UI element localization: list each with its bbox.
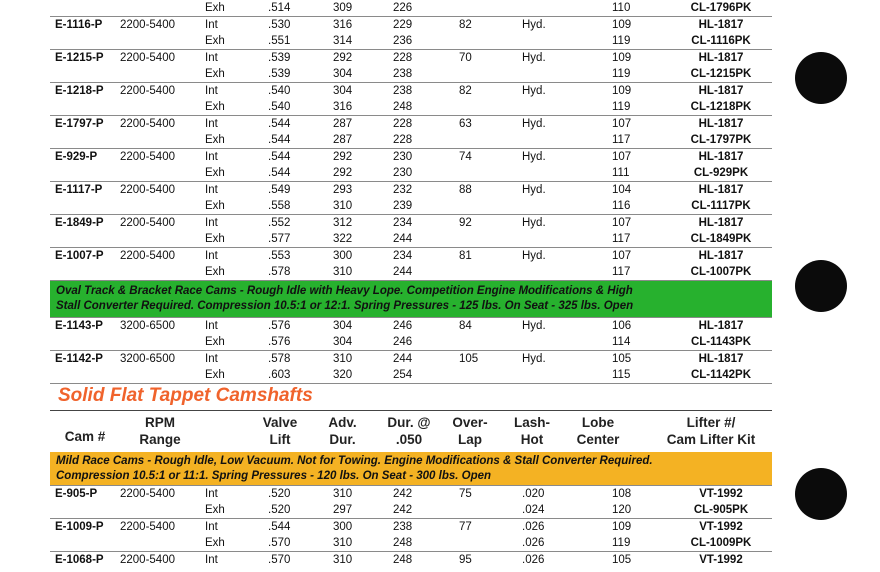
lobe-center: 109 <box>612 19 632 31</box>
lash: .026 <box>522 521 545 533</box>
duration-050: 229 <box>393 19 413 31</box>
cam-number: E-1849-P <box>55 217 104 229</box>
cam-lifter-kit: CL-929PK <box>693 167 749 179</box>
overlap: 92 <box>459 217 472 229</box>
duration-050: 230 <box>393 167 413 179</box>
lobe-center: 119 <box>612 35 631 47</box>
lash: Hyd. <box>522 217 546 229</box>
duration-050: 230 <box>393 151 413 163</box>
binder-hole <box>795 52 847 104</box>
lifter-number: VT-1992 <box>699 488 743 500</box>
duration-050: 238 <box>393 85 413 97</box>
header-lobe: Lobe <box>581 415 615 430</box>
header-range: Range <box>139 432 181 447</box>
valve-side: Exh <box>205 200 225 212</box>
valve-lift: .544 <box>268 118 291 130</box>
lifter-number: VT-1992 <box>699 554 743 566</box>
cam-number: E-1797-P <box>55 118 104 130</box>
adv-duration: 310 <box>333 537 353 549</box>
lobe-center: 109 <box>612 85 632 97</box>
valve-lift: .578 <box>268 266 291 278</box>
lifter-number: HL-1817 <box>698 184 744 196</box>
header-overlap: Over- <box>452 415 488 430</box>
adv-duration: 310 <box>333 200 353 212</box>
table-row <box>50 0 772 17</box>
table-row <box>50 149 772 182</box>
adv-duration: 320 <box>333 369 353 381</box>
cam-number: E-1142-P <box>55 353 103 365</box>
lash: .024 <box>522 504 545 516</box>
duration-050: 239 <box>393 200 413 212</box>
cam-lifter-kit: CL-1797PK <box>690 134 752 146</box>
lobe-center: 107 <box>612 151 632 163</box>
valve-side: Int <box>205 52 218 64</box>
adv-duration: 316 <box>333 101 353 113</box>
adv-duration: 304 <box>333 336 353 348</box>
valve-lift: .544 <box>268 151 291 163</box>
adv-duration: 310 <box>333 554 353 566</box>
header-dur: Dur. @ <box>387 415 431 430</box>
band-line: Compression 10.5:1 or 11:1. Spring Pressures - 120 lbs. On Seat - 300 lbs. Open <box>56 470 492 482</box>
rpm-range: 2200-5400 <box>120 52 175 64</box>
lobe-center: 119 <box>612 537 631 549</box>
duration-050: 246 <box>393 336 413 348</box>
valve-lift: .553 <box>268 250 291 262</box>
table-row <box>50 351 772 384</box>
adv-duration: 292 <box>333 167 353 179</box>
cam-number: E-1218-P <box>55 85 104 97</box>
duration-050: 246 <box>393 320 413 332</box>
valve-lift: .552 <box>268 217 291 229</box>
duration-050: 232 <box>393 184 413 196</box>
lobe-center: 117 <box>612 134 631 146</box>
valve-side: Exh <box>205 266 225 278</box>
table-row <box>50 17 772 50</box>
binder-hole <box>795 468 847 520</box>
valve-lift: .549 <box>268 184 291 196</box>
valve-lift: .540 <box>268 85 291 97</box>
lobe-center: 107 <box>612 118 632 130</box>
valve-side: Exh <box>205 134 225 146</box>
header-lash: Lash- <box>513 415 550 430</box>
header-hot: Hot <box>520 432 544 447</box>
duration-050: 228 <box>393 52 413 64</box>
lobe-center: 107 <box>612 250 632 262</box>
lifter-number: HL-1817 <box>698 320 744 332</box>
overlap: 77 <box>459 521 472 533</box>
adv-duration: 304 <box>333 85 353 97</box>
rpm-range: 2200-5400 <box>120 118 175 130</box>
rpm-range: 2200-5400 <box>120 217 175 229</box>
valve-lift: .530 <box>268 19 291 31</box>
header-lap: Lap <box>457 432 482 447</box>
valve-lift: .558 <box>268 200 291 212</box>
rpm-range: 2200-5400 <box>120 488 175 500</box>
valve-lift: .539 <box>268 68 291 80</box>
band-line: Stall Converter Required. Compression 10.5:1 or 12:1. Spring Pressures - 125 lbs. On Seat - 325 lbs. Open <box>56 300 634 312</box>
cam-lifter-kit: CL-1143PK <box>690 336 752 348</box>
lash: Hyd. <box>522 151 546 163</box>
lobe-center: 119 <box>612 101 631 113</box>
lifter-number: HL-1817 <box>698 217 744 229</box>
valve-lift: .577 <box>268 233 291 245</box>
header-lifter: Lifter #/ <box>686 415 736 430</box>
band-line: Oval Track & Bracket Race Cams - Rough Idle with Heavy Lope. Competition Engine Modifications & High <box>56 285 633 297</box>
cam-lifter-kit: CL-1215PK <box>690 68 752 80</box>
overlap: 70 <box>459 52 472 64</box>
table-row <box>50 486 772 519</box>
lash: .026 <box>522 537 545 549</box>
valve-side: Exh <box>205 101 225 113</box>
rpm-range: 3200-6500 <box>120 353 175 365</box>
lash: Hyd. <box>522 184 546 196</box>
lifter-number: HL-1817 <box>698 85 744 97</box>
table-row <box>50 318 772 351</box>
table-row <box>50 50 772 83</box>
valve-side: Int <box>205 320 218 332</box>
header-rpm: RPM <box>145 415 175 430</box>
duration-050: 242 <box>393 504 413 516</box>
valve-lift: .570 <box>268 537 291 549</box>
solid-rows <box>50 486 772 552</box>
valve-side: Int <box>205 118 218 130</box>
duration-050: 242 <box>393 488 413 500</box>
lobe-center: 109 <box>612 521 632 533</box>
lifter-number: HL-1817 <box>698 151 744 163</box>
valve-side: Exh <box>205 68 225 80</box>
duration-050: 248 <box>393 101 413 113</box>
overlap: 84 <box>459 320 472 332</box>
lash: Hyd. <box>522 85 546 97</box>
valve-lift: .544 <box>268 521 291 533</box>
valve-lift: .539 <box>268 52 291 64</box>
adv-duration: 287 <box>333 134 353 146</box>
valve-side: Int <box>205 19 218 31</box>
duration-050: 244 <box>393 266 413 278</box>
adv-duration: 292 <box>333 151 353 163</box>
lobe-center: 109 <box>612 52 632 64</box>
valve-side: Exh <box>205 35 225 47</box>
cam-lifter-kit: CL-1009PK <box>690 537 752 549</box>
duration-050: 228 <box>393 134 413 146</box>
lobe-center: 111 <box>612 167 630 179</box>
duration-050: 236 <box>393 35 413 47</box>
cam-number: E-1143-P <box>55 320 103 332</box>
valve-side: Exh <box>205 537 225 549</box>
rpm-range: 2200-5400 <box>120 85 175 97</box>
lobe-center: 116 <box>612 200 631 212</box>
valve-lift: .520 <box>268 488 291 500</box>
oval-track-rows <box>50 318 772 384</box>
lifter-number: HL-1817 <box>698 118 744 130</box>
rpm-range: 2200-5400 <box>120 184 175 196</box>
rpm-range: 3200-6500 <box>120 320 175 332</box>
table-row <box>50 83 772 116</box>
cam-number: E-1009-P <box>55 521 104 533</box>
overlap: 74 <box>459 151 472 163</box>
valve-lift: .544 <box>268 134 291 146</box>
table-row <box>50 552 772 572</box>
adv-duration: 314 <box>333 35 353 47</box>
header-dur-050: .050 <box>395 432 423 447</box>
valve-lift: .576 <box>268 336 291 348</box>
overlap: 105 <box>459 353 479 365</box>
cam-number: E-1116-P <box>55 19 103 31</box>
lobe-center: 117 <box>612 233 631 245</box>
lobe-center: 120 <box>612 504 632 516</box>
adv-duration: 297 <box>333 504 353 516</box>
duration-050: 228 <box>393 118 413 130</box>
adv-duration: 304 <box>333 68 353 80</box>
valve-lift: .544 <box>268 167 291 179</box>
lash: Hyd. <box>522 320 546 332</box>
lash: Hyd. <box>522 52 546 64</box>
duration-050: 226 <box>393 2 413 14</box>
duration-050: 244 <box>393 353 413 365</box>
overlap: 82 <box>459 85 472 97</box>
cam-lifter-kit: CL-1218PK <box>690 101 752 113</box>
mild-race-band <box>50 452 772 486</box>
header-valve: Valve <box>262 415 298 430</box>
duration-050: 238 <box>393 68 413 80</box>
overlap: 63 <box>459 118 472 130</box>
rpm-range: 2200-5400 <box>120 521 175 533</box>
hydraulic-rows <box>50 17 772 281</box>
adv-duration: 300 <box>333 250 353 262</box>
valve-side: Int <box>205 488 218 500</box>
lobe-center: 114 <box>612 336 631 348</box>
overlap: 88 <box>459 184 472 196</box>
cam-number: E-929-P <box>55 151 98 163</box>
valve-side: Exh <box>205 2 225 14</box>
adv-duration: 310 <box>333 266 353 278</box>
lash: .020 <box>522 488 545 500</box>
table-row <box>50 215 772 248</box>
cam-lifter-kit: CL-1142PK <box>690 369 752 381</box>
adv-duration: 316 <box>333 19 353 31</box>
adv-duration: 300 <box>333 521 353 533</box>
lobe-center: 108 <box>612 488 632 500</box>
valve-lift: .520 <box>268 504 291 516</box>
cam-number: E-1007-P <box>55 250 104 262</box>
valve-lift: .540 <box>268 101 291 113</box>
header-cam: Cam # <box>64 429 106 444</box>
duration-050: 238 <box>393 521 413 533</box>
valve-lift: .603 <box>268 369 291 381</box>
oval-track-band <box>50 281 772 318</box>
lifter-number: VT-1992 <box>699 521 743 533</box>
section-title: Solid Flat Tappet Camshafts <box>58 385 313 406</box>
rpm-range: 2200-5400 <box>120 151 175 163</box>
header-lift: Lift <box>269 432 291 447</box>
lobe-center: 110 <box>612 2 631 14</box>
valve-side: Exh <box>205 369 225 381</box>
adv-duration: 310 <box>333 488 353 500</box>
table-row <box>50 248 772 281</box>
adv-duration: 293 <box>333 184 353 196</box>
valve-side: Exh <box>205 233 225 245</box>
lobe-center: 107 <box>612 217 632 229</box>
cam-number: E-1215-P <box>55 52 104 64</box>
cam-lifter-kit: CL-1007PK <box>690 266 752 278</box>
valve-side: Int <box>205 184 218 196</box>
duration-050: 248 <box>393 554 413 566</box>
duration-050: 244 <box>393 233 413 245</box>
overlap: 75 <box>459 488 472 500</box>
cam-number: E-1117-P <box>55 184 103 196</box>
duration-050: 234 <box>393 217 413 229</box>
rpm-range: 2200-5400 <box>120 19 175 31</box>
valve-lift: .570 <box>268 554 291 566</box>
lash: Hyd. <box>522 250 546 262</box>
adv-duration: 310 <box>333 353 353 365</box>
cam-lifter-kit: CL-1796PK <box>690 2 752 14</box>
rpm-range: 2200-5400 <box>120 554 175 566</box>
valve-side: Exh <box>205 167 225 179</box>
binder-hole <box>795 260 847 312</box>
lash: Hyd. <box>522 118 546 130</box>
lifter-number: HL-1817 <box>698 19 744 31</box>
valve-side: Int <box>205 353 218 365</box>
header-center: Center <box>576 432 620 447</box>
lobe-center: 106 <box>612 320 632 332</box>
cam-number: E-905-P <box>55 488 98 500</box>
column-header <box>50 410 772 454</box>
adv-duration: 292 <box>333 52 353 64</box>
header-adv-dur: Dur. <box>329 432 356 447</box>
lobe-center: 104 <box>612 184 632 196</box>
cam-number: E-1068-P <box>55 554 104 566</box>
valve-side: Int <box>205 521 218 533</box>
table-row <box>50 116 772 149</box>
valve-side: Int <box>205 151 218 163</box>
band-line: Mild Race Cams - Rough Idle, Low Vacuum. Not for Towing. Engine Modifications & Stall Converter Required. <box>56 455 653 467</box>
lifter-number: HL-1817 <box>698 353 744 365</box>
adv-duration: 287 <box>333 118 353 130</box>
duration-050: 234 <box>393 250 413 262</box>
adv-duration: 309 <box>333 2 353 14</box>
valve-lift: .576 <box>268 320 291 332</box>
valve-lift: .514 <box>268 2 291 14</box>
adv-duration: 304 <box>333 320 353 332</box>
valve-lift: .551 <box>268 35 291 47</box>
valve-side: Int <box>205 217 218 229</box>
cam-lifter-kit: CL-905PK <box>693 504 749 516</box>
lobe-center: 105 <box>612 353 632 365</box>
lobe-center: 105 <box>612 554 632 566</box>
overlap: 81 <box>459 250 472 262</box>
duration-050: 254 <box>393 369 413 381</box>
table-row <box>50 519 772 552</box>
valve-side: Int <box>205 85 218 97</box>
lifter-number: HL-1817 <box>698 52 744 64</box>
valve-side: Exh <box>205 504 225 516</box>
adv-duration: 312 <box>333 217 353 229</box>
duration-050: 248 <box>393 537 413 549</box>
adv-duration: 322 <box>333 233 353 245</box>
rpm-range: 2200-5400 <box>120 250 175 262</box>
lash: Hyd. <box>522 353 546 365</box>
valve-lift: .578 <box>268 353 291 365</box>
cam-lifter-kit: CL-1117PK <box>691 200 751 212</box>
overlap: 82 <box>459 19 472 31</box>
lobe-center: 117 <box>612 266 631 278</box>
valve-side: Int <box>205 554 218 566</box>
solid-table <box>50 452 772 572</box>
table-row <box>50 182 772 215</box>
cam-lifter-kit: CL-1849PK <box>690 233 752 245</box>
lifter-number: HL-1817 <box>698 250 744 262</box>
valve-side: Int <box>205 250 218 262</box>
valve-side: Exh <box>205 336 225 348</box>
lobe-center: 115 <box>612 369 631 381</box>
lash: .026 <box>522 554 545 566</box>
lobe-center: 119 <box>612 68 631 80</box>
cam-spec-table <box>50 0 772 384</box>
header-adv: Adv. <box>328 415 357 430</box>
lash: Hyd. <box>522 19 546 31</box>
cam-lifter-kit: CL-1116PK <box>691 35 751 47</box>
overlap: 95 <box>459 554 472 566</box>
header-cam-lifter-kit: Cam Lifter Kit <box>666 432 756 447</box>
